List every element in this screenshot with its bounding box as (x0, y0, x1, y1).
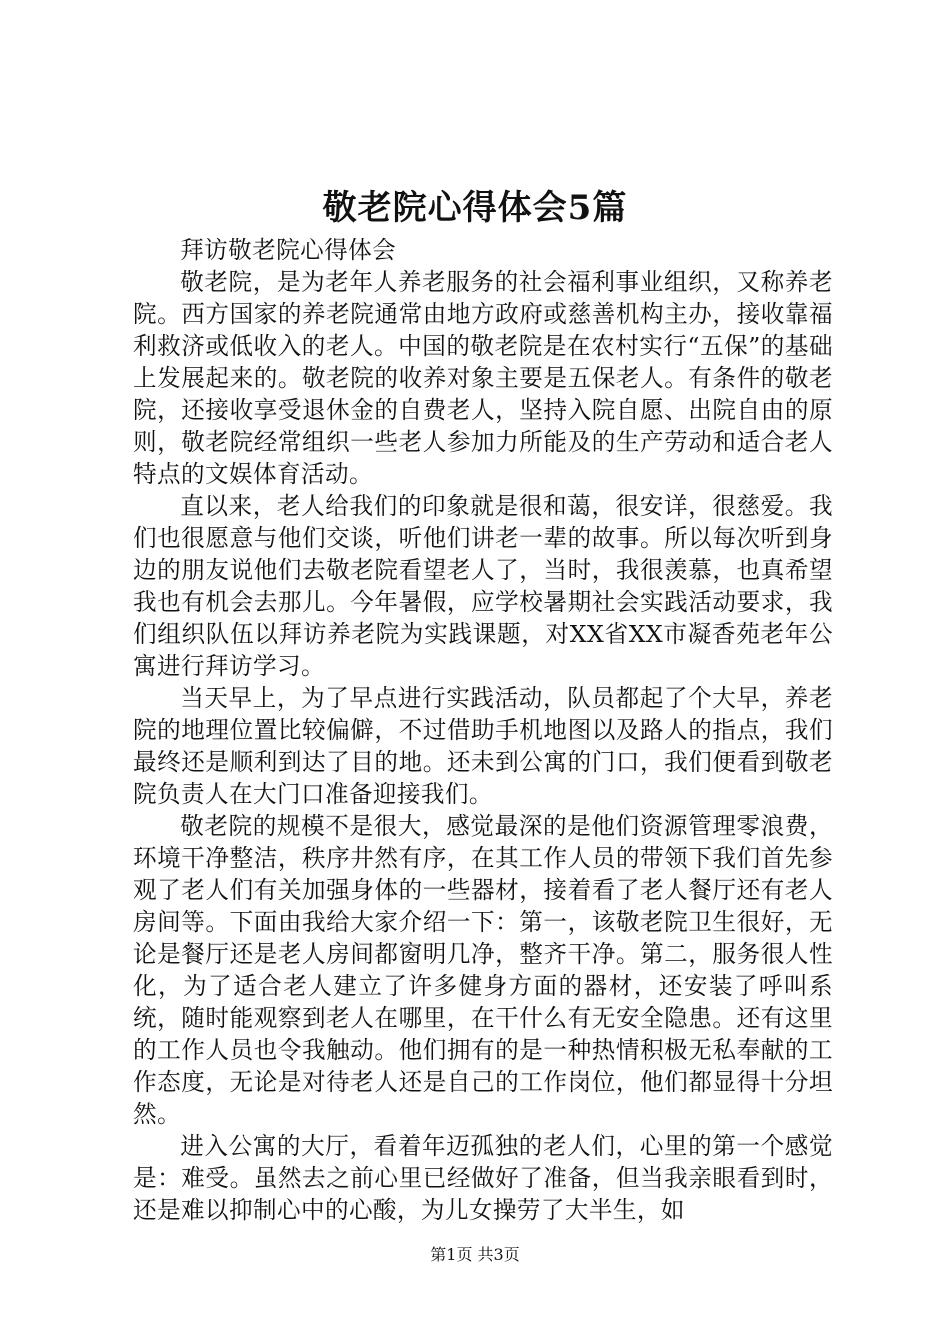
page-footer: 第1页 共3页 (430, 1245, 520, 1264)
paragraph: 敬老院，是为老年人养老服务的社会福利事业组织，又称养老院。西方国家的养老院通常由地方政府或慈善机构主办，接收靠福利救济或低收入的老人。中国的敬老院是在农村实行“五保”的基础上发展起来的。敬老院的收养对象主要是五保老人。有条件的敬老院，还接收享受退休金的自费老人，坚持入院自愿、出院自由的原则，敬老院经常组织一些老人参加力所能及的生产劳动和适合老人特点的文娱体育活动。 (133, 268, 833, 488)
paragraph: 当天早上，为了早点进行实践活动，队员都起了个大早，养老院的地理位置比较偏僻，不过借助手机地图以及路人的指点，我们最终还是顺利到达了目的地。还未到公寓的门口，我们便看到敬老院负责人在大门口准备迎接我们。 (133, 684, 833, 808)
document-body (133, 234, 833, 1226)
paragraph: 直以来，老人给我们的印象就是很和蔼，很安详，很慈爱。我们也很愿意与他们交谈，听他们讲老一辈的故事。所以每次听到身边的朋友说他们去敬老院看望老人了，当时，我很羡慕，也真希望我也有机会去那儿。今年暑假，应学校暑期社会实践活动要求，我们组织队伍以拜访养老院为实践课题，对XX省XX市凝香苑老年公寓进行拜访学习。 (133, 492, 833, 680)
document-title: 敬老院心得体会5篇 (322, 188, 628, 228)
paragraph-subtitle: 拜访敬老院心得体会 (180, 236, 397, 264)
paragraph: 敬老院的规模不是很大，感觉最深的是他们资源管理零浪费，环境干净整洁，秩序井然有序，在其工作人员的带领下我们首先参观了老人们有关加强身体的一些器材，接着看了老人餐厅还有老人房间等。下面由我给大家介绍一下：第一，该敬老院卫生很好，无论是餐厅还是老人房间都窗明几净，整齐干净。第二，服务很人性化，为了适合老人建立了许多健身方面的器材，还安装了呼叫系统，随时能观察到老人在哪里，在干什么有无安全隐患。还有这里的工作人员也令我触动。他们拥有的是一种热情积极无私奉献的工作态度，无论是对待老人还是自己的工作岗位，他们都显得十分坦然。 (133, 812, 833, 1128)
paragraph: 进入公寓的大厅，看着年迈孤独的老人们，心里的第一个感觉是：难受。虽然去之前心里已经做好了准备，但当我亲眼看到时，还是难以抑制心中的心酸，为儿女操劳了大半生，如 (133, 1132, 833, 1224)
